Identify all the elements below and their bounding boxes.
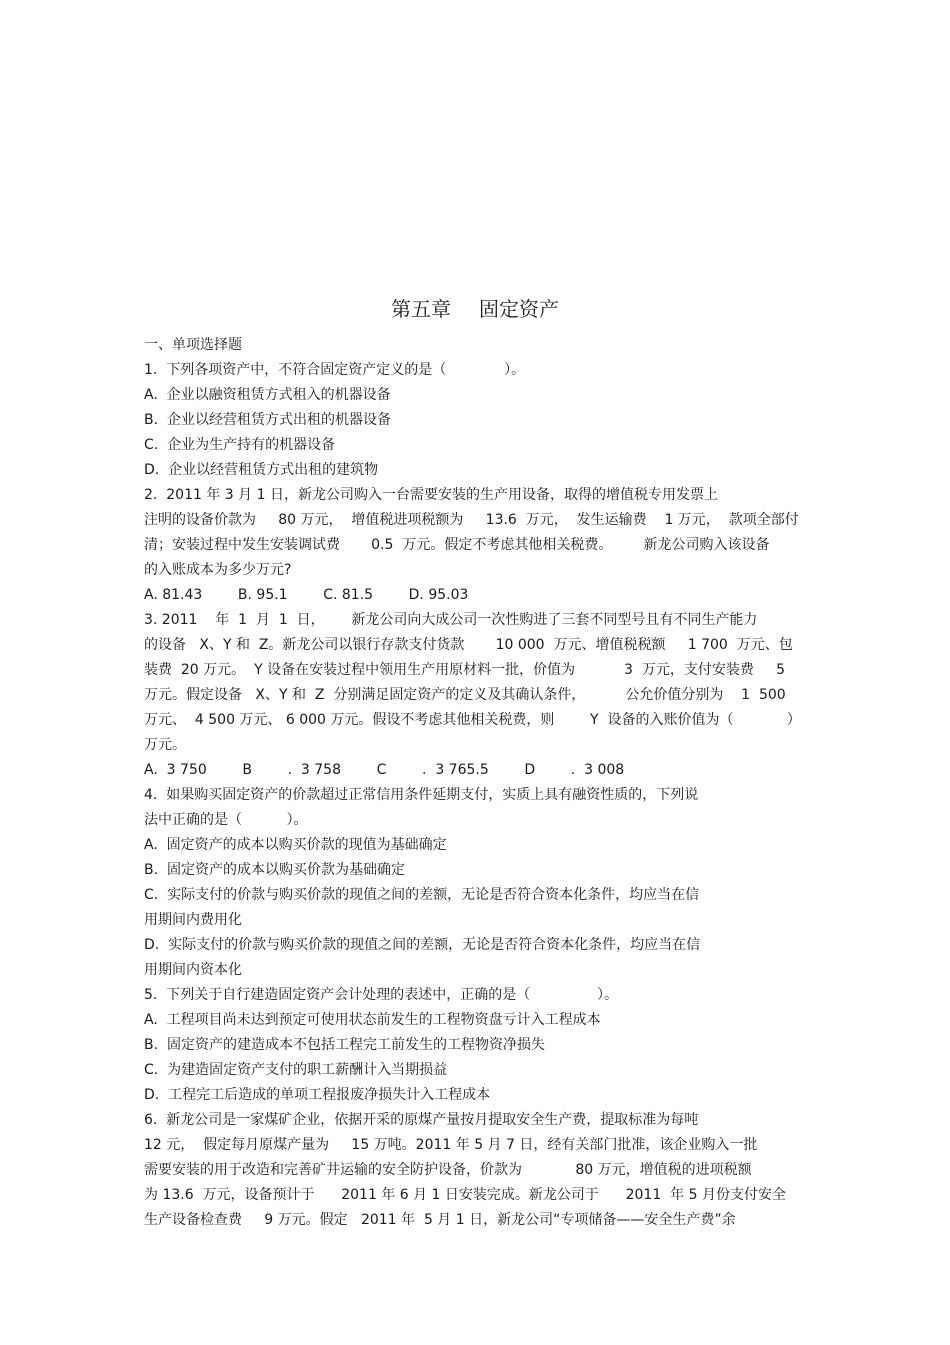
question-2-options: A. 81.43 B. 95.1 C. 81.5 D. 95.03	[144, 587, 469, 603]
question-4-option-d: 用期间内资本化	[144, 962, 242, 978]
section-heading: 一、单项选择题	[144, 337, 242, 353]
question-4-option-c: 用期间内费用化	[144, 912, 242, 928]
question-3-stem: 万元。	[144, 737, 186, 753]
question-5-option-b: B. 固定资产的建造成本不包括工程完工前发生的工程物资净损失	[144, 1037, 545, 1053]
question-2-stem: 清；安装过程中发生安装调试费 0.5 万元。假定不考虑其他相关税费。 新龙公司购入该设备	[144, 537, 770, 553]
chapter-topic: 固定资产	[479, 297, 559, 321]
question-3-options: A. 3 750 B . 3 758 C . 3 765.5 D . 3 008	[144, 762, 625, 778]
question-4-stem: 4. 如果购买固定资产的价款超过正常信用条件延期支付，实质上具有融资性质的，下列说	[144, 787, 699, 803]
question-5-option-c: C. 为建造固定资产支付的职工薪酬计入当期损益	[144, 1062, 448, 1078]
chapter-number: 第五章	[391, 297, 451, 321]
question-6-stem: 12 元， 假定每月原煤产量为 15 万吨。2011 年 5 月 7 日，经有关部门批准，该企业购入一批	[144, 1137, 758, 1153]
question-1-option-d: D. 企业以经营租赁方式出租的建筑物	[144, 462, 379, 478]
chapter-title	[0, 294, 950, 324]
question-4-stem: 法中正确的是（ ）。	[144, 812, 308, 828]
question-5-option-d: D. 工程完工后造成的单项工程报废净损失计入工程成本	[144, 1087, 491, 1103]
question-1-option-b: B. 企业以经营租赁方式出租的机器设备	[144, 412, 391, 428]
question-1-stem: 1. 下列各项资产中，不符合固定资产定义的是（ ）。	[144, 362, 526, 378]
question-2-stem: 注明的设备价款为 80 万元， 增值税进项税额为 13.6 万元， 发生运输费 1 万元， 款项全部付	[144, 512, 799, 528]
question-2-stem: 2. 2011 年 3 月 1 日，新龙公司购入一台需要安装的生产用设备，取得的增值税专用发票上	[144, 487, 718, 503]
question-4-option-d: D. 实际支付的价款与购买价款的现值之间的差额，无论是否符合资本化条件，均应当在信	[144, 937, 701, 953]
question-6-stem: 为 13.6 万元，设备预计于 2011 年 6 月 1 日安装完成。新龙公司于 2011 年 5 月份支付安全	[144, 1187, 786, 1203]
question-3-stem: 的设备 X、Y 和 Z。新龙公司以银行存款支付货款 10 000 万元、增值税税额 1 700 万元、包	[144, 637, 793, 653]
question-3-stem: 装费 20 万元。 Y 设备在安装过程中领用生产用原材料一批，价值为 3 万元，支付安装费 5	[144, 662, 785, 678]
question-6-stem: 生产设备检查费 9 万元。假定 2011 年 5 月 1 日，新龙公司“专项储备——安全生产费”余	[144, 1212, 736, 1228]
question-1-option-c: C. 企业为生产持有的机器设备	[144, 437, 336, 453]
question-4-option-b: B. 固定资产的成本以购买价款为基础确定	[144, 862, 405, 878]
question-3-stem: 3. 2011 年 1 月 1 日， 新龙公司向大成公司一次性购进了三套不同型号且有不同生产能力	[144, 612, 758, 628]
document-body	[144, 333, 824, 1233]
question-3-stem: 万元。假定设备 X、Y 和 Z 分别满足固定资产的定义及其确认条件， 公允价值分别为 1 500	[144, 687, 786, 703]
question-4-option-a: A. 固定资产的成本以购买价款的现值为基础确定	[144, 837, 447, 853]
question-3-stem: 万元、 4 500 万元、 6 000 万元。假设不考虑其他相关税费，则 Y 设备的入账价值为（ ）	[144, 712, 801, 728]
question-5-stem: 5. 下列关于自行建造固定资产会计处理的表述中，正确的是（ ）。	[144, 987, 619, 1003]
question-2-stem: 的入账成本为多少万元?	[144, 562, 292, 578]
question-1-option-a: A. 企业以融资租赁方式租入的机器设备	[144, 387, 391, 403]
question-5-option-a: A. 工程项目尚未达到预定可使用状态前发生的工程物资盘亏计入工程成本	[144, 1012, 601, 1028]
question-6-stem: 需要安装的用于改造和完善矿井运输的安全防护设备，价款为 80 万元，增值税的进项税额	[144, 1162, 752, 1178]
question-4-option-c: C. 实际支付的价款与购买价款的现值之间的差额，无论是否符合资本化条件，均应当在信	[144, 887, 700, 903]
question-6-stem: 6. 新龙公司是一家煤矿企业，依据开采的原煤产量按月提取安全生产费，提取标准为每吨	[144, 1112, 699, 1128]
